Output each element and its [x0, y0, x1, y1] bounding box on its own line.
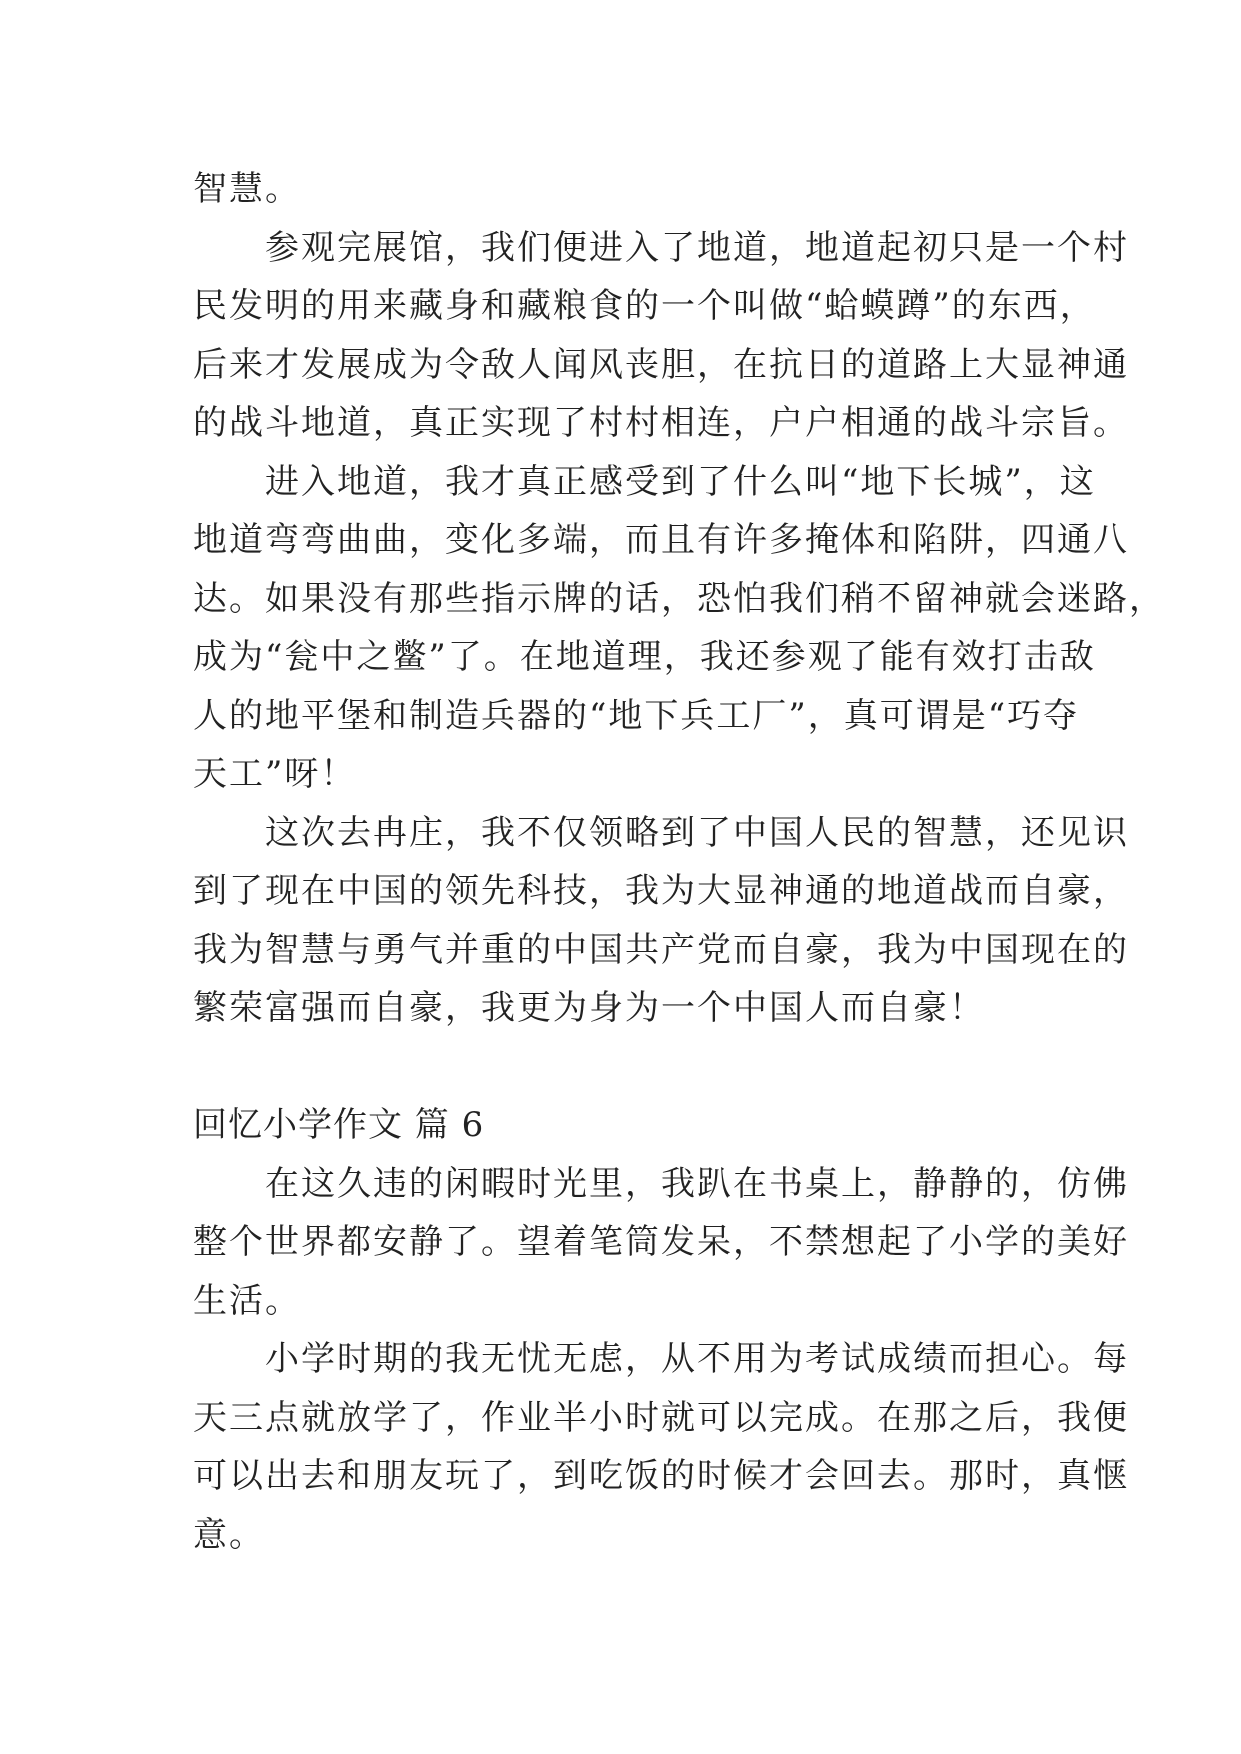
- text-line: 达。如果没有那些指示牌的话，恐怕我们稍不留神就会迷路，: [193, 578, 1165, 619]
- text-line: 可以出去和朋友玩了，到吃饭的时候才会回去。那时，真惬: [193, 1456, 1129, 1496]
- paragraph: [193, 804, 1129, 1038]
- paragraph: [193, 219, 1129, 453]
- text-line: 参观完展馆，我们便进入了地道，地道起初只是一个村: [265, 227, 1129, 268]
- text-line: 成为“瓮中之鳖”了。在地道理，我还参观了能有效打击敌: [193, 637, 1096, 677]
- text-line: 地道弯弯曲曲，变化多端，而且有许多掩体和陷阱，四通八: [193, 520, 1129, 560]
- text-line: 这次去冉庄，我不仅领略到了中国人民的智慧，还见识: [265, 812, 1129, 853]
- text-line: 天工”呀！: [193, 754, 357, 794]
- text-line: 我为智慧与勇气并重的中国共产党而自豪，我为中国现在的: [193, 929, 1129, 970]
- text-line: 天三点就放学了，作业半小时就可以完成。在那之后，我便: [193, 1397, 1129, 1438]
- paragraph: [193, 160, 1053, 219]
- text-line: 后来才发展成为令敌人闻风丧胆，在抗日的道路上大显神通: [193, 344, 1129, 385]
- text-line: 智慧。: [193, 169, 301, 209]
- paragraph: [193, 453, 1165, 804]
- paragraph: [193, 1155, 1129, 1331]
- section-heading: 回忆小学作文 篇 6: [193, 1105, 485, 1145]
- text-line: 繁荣富强而自豪，我更为身为一个中国人而自豪！: [193, 988, 985, 1028]
- text-line: 的战斗地道，真正实现了村村相连，户户相通的战斗宗旨。: [193, 403, 1129, 443]
- text-line: 到了现在中国的领先科技，我为大显神通的地道战而自豪，: [193, 871, 1129, 911]
- section-gap: [193, 1038, 1053, 1097]
- paragraph: [193, 1330, 1129, 1564]
- text-line: 人的地平堡和制造兵器的“地下兵工厂”，真可谓是“巧夺: [193, 695, 1080, 736]
- text-line: 小学时期的我无忧无虑，从不用为考试成绩而担心。每: [265, 1339, 1129, 1379]
- text-line: 民发明的用来藏身和藏粮食的一个叫做“蛤蟆蹲”的东西，: [193, 286, 1096, 326]
- text-line: 进入地道，我才真正感受到了什么叫“地下长城”，这: [265, 461, 1096, 502]
- text-line: 在这久违的闲暇时光里，我趴在书桌上，静静的，仿佛: [265, 1163, 1129, 1204]
- document-body: [193, 160, 1165, 1564]
- text-line: 整个世界都安静了。望着笔筒发呆，不禁想起了小学的美好: [193, 1222, 1129, 1262]
- text-line: 意。: [193, 1514, 265, 1555]
- text-line: 生活。: [193, 1280, 301, 1321]
